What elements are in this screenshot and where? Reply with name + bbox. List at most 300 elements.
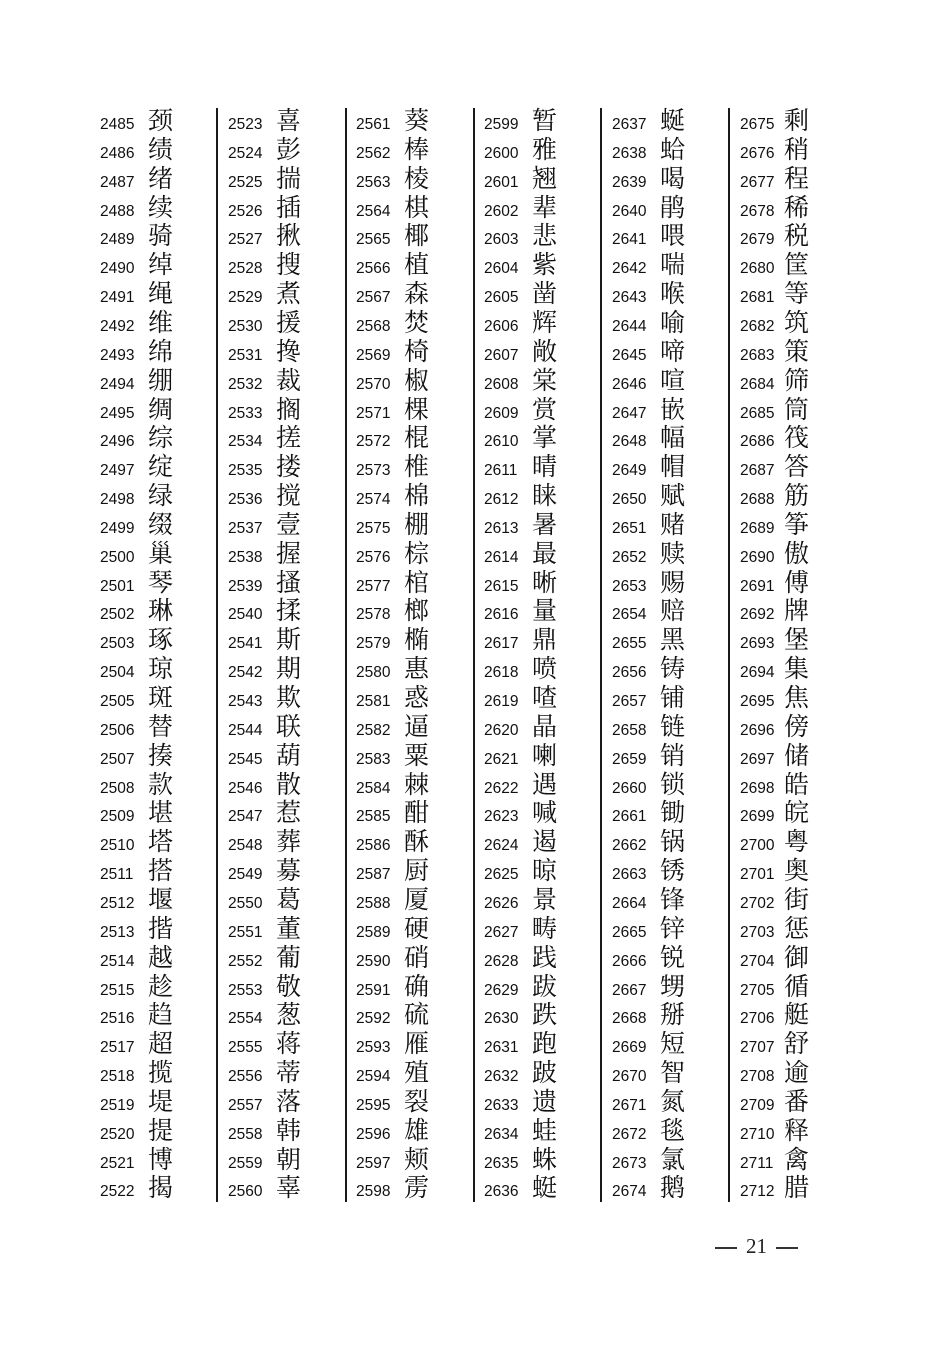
entry-number: 2594 xyxy=(356,1068,391,1086)
entry-number: 2592 xyxy=(356,1010,391,1028)
entry-character: 傍 xyxy=(784,711,810,741)
entry-number: 2601 xyxy=(484,173,519,191)
entry-number: 2683 xyxy=(740,346,775,364)
entry-character: 税 xyxy=(784,221,810,251)
entry-number: 2628 xyxy=(484,952,519,970)
entry-character: 搜 xyxy=(276,250,302,280)
entry-character: 晾 xyxy=(532,856,558,886)
entry-character: 搁 xyxy=(276,394,302,424)
entry-number: 2487 xyxy=(100,173,135,191)
entry-character: 搂 xyxy=(276,452,302,482)
entry-number: 2669 xyxy=(612,1039,647,1057)
entry-character: 棉 xyxy=(404,481,430,511)
entry-character: 琳 xyxy=(148,596,174,626)
entry-character: 棒 xyxy=(404,134,430,164)
entry-character: 联 xyxy=(276,711,302,741)
entry-character: 喊 xyxy=(532,798,558,828)
entry-number: 2701 xyxy=(740,866,775,884)
entry-character: 提 xyxy=(148,1115,174,1145)
entry-character: 傲 xyxy=(784,538,810,568)
entry-character: 喷 xyxy=(532,654,558,684)
column-divider xyxy=(216,108,218,1202)
entry-character: 惠 xyxy=(404,654,430,684)
entry-number: 2492 xyxy=(100,317,135,335)
entry-character: 锋 xyxy=(660,884,686,914)
column-divider xyxy=(600,108,602,1202)
entry-character: 赐 xyxy=(660,567,686,597)
entry-character: 赌 xyxy=(660,509,686,539)
entry-character: 舒 xyxy=(784,1029,810,1059)
entry-number: 2659 xyxy=(612,750,647,768)
entry-number: 2695 xyxy=(740,693,775,710)
entry-character: 粤 xyxy=(784,827,810,857)
entry-character: 棕 xyxy=(404,538,430,568)
entry-number: 2553 xyxy=(228,981,263,999)
entry-character: 椎 xyxy=(404,452,430,482)
entry-character: 皖 xyxy=(784,798,810,828)
entry-character: 遗 xyxy=(532,1086,558,1116)
entry-number: 2627 xyxy=(484,923,519,941)
entry-number: 2580 xyxy=(356,664,391,682)
entry-character: 毯 xyxy=(660,1115,686,1145)
entry-character: 辈 xyxy=(532,192,558,222)
entry-character: 嵌 xyxy=(660,394,686,424)
entry-number: 2668 xyxy=(612,1010,647,1028)
entry-number: 2520 xyxy=(100,1125,135,1143)
entry-character: 蒋 xyxy=(276,1029,302,1059)
entry-number: 2598 xyxy=(356,1183,391,1201)
entry-character: 喳 xyxy=(532,683,558,712)
entry-character: 款 xyxy=(148,769,174,799)
entry-character: 葱 xyxy=(276,1000,302,1030)
entry-number: 2626 xyxy=(484,894,519,912)
entry-number: 2494 xyxy=(100,375,135,393)
entry-number: 2574 xyxy=(356,491,391,509)
entry-number: 2708 xyxy=(740,1068,775,1086)
entry-number: 2516 xyxy=(100,1010,135,1028)
entry-character: 喝 xyxy=(660,163,686,193)
entry-character: 智 xyxy=(660,1058,686,1088)
entry-number: 2501 xyxy=(100,577,135,595)
entry-character: 敬 xyxy=(276,971,302,1001)
entry-character: 惑 xyxy=(404,683,430,712)
entry-character: 跋 xyxy=(532,971,558,1001)
entry-character: 搀 xyxy=(276,336,302,366)
entry-character: 绰 xyxy=(148,250,174,280)
entry-number: 2544 xyxy=(228,721,263,739)
entry-character: 幅 xyxy=(660,423,686,453)
entry-character: 韩 xyxy=(276,1115,302,1145)
column-divider xyxy=(345,108,347,1202)
entry-number: 2489 xyxy=(100,231,135,249)
entry-number: 2687 xyxy=(740,462,775,480)
entry-number: 2654 xyxy=(612,606,647,624)
entry-character: 焚 xyxy=(404,307,430,337)
entry-number: 2629 xyxy=(484,981,519,999)
entry-number: 2561 xyxy=(356,116,391,133)
entry-character: 筋 xyxy=(784,481,810,511)
entry-character: 暂 xyxy=(532,106,558,135)
entry-character: 蜓 xyxy=(532,1173,558,1203)
entry-character: 煮 xyxy=(276,279,302,309)
entry-number: 2529 xyxy=(228,289,263,307)
entry-number: 2493 xyxy=(100,346,135,364)
entry-number: 2518 xyxy=(100,1068,135,1086)
entry-number: 2652 xyxy=(612,548,647,566)
entry-character: 援 xyxy=(276,307,302,337)
entry-character: 缀 xyxy=(148,509,174,539)
entry-character: 落 xyxy=(276,1086,302,1116)
entry-number: 2660 xyxy=(612,779,647,797)
entry-number: 2700 xyxy=(740,837,775,855)
entry-character: 锈 xyxy=(660,856,686,886)
entry-character: 绿 xyxy=(148,481,174,511)
entry-character: 葡 xyxy=(276,942,302,972)
entry-number: 2634 xyxy=(484,1125,519,1143)
entry-number: 2575 xyxy=(356,519,391,537)
entry-number: 2567 xyxy=(356,289,391,307)
entry-character: 跛 xyxy=(532,1058,558,1088)
entry-character: 畴 xyxy=(532,913,558,943)
entry-number: 2600 xyxy=(484,144,519,162)
entry-number: 2509 xyxy=(100,808,135,826)
entry-number: 2612 xyxy=(484,491,519,509)
entry-number: 2697 xyxy=(740,750,775,768)
entry-number: 2616 xyxy=(484,606,519,624)
entry-character: 策 xyxy=(784,336,810,366)
entry-character: 锐 xyxy=(660,942,686,972)
entry-number: 2631 xyxy=(484,1039,519,1057)
entry-character: 棠 xyxy=(532,365,558,395)
entry-character: 揣 xyxy=(276,163,302,193)
entry-number: 2550 xyxy=(228,894,263,912)
entry-number: 2686 xyxy=(740,433,775,451)
entry-character: 筑 xyxy=(784,307,810,337)
entry-character: 喘 xyxy=(660,250,686,280)
entry-character: 艇 xyxy=(784,1000,810,1030)
entry-number: 2603 xyxy=(484,231,519,249)
entry-number: 2599 xyxy=(484,116,519,133)
entry-character: 辜 xyxy=(276,1173,302,1203)
entry-character: 赎 xyxy=(660,538,686,568)
entry-number: 2586 xyxy=(356,837,391,855)
entry-number: 2508 xyxy=(100,779,135,797)
entry-character: 释 xyxy=(784,1115,810,1145)
entry-number: 2670 xyxy=(612,1068,647,1086)
entry-character: 翘 xyxy=(532,163,558,193)
entry-number: 2499 xyxy=(100,519,135,537)
entry-character: 氯 xyxy=(660,1144,686,1174)
entry-character: 超 xyxy=(148,1029,174,1059)
entry-number: 2523 xyxy=(228,116,263,133)
entry-character: 趁 xyxy=(148,971,174,1001)
entry-character: 绵 xyxy=(148,336,174,366)
entry-number: 2647 xyxy=(612,404,647,422)
entry-number: 2581 xyxy=(356,693,391,710)
entry-number: 2620 xyxy=(484,721,519,739)
entry-character: 葛 xyxy=(276,884,302,914)
entry-number: 2568 xyxy=(356,317,391,335)
entry-character: 葫 xyxy=(276,740,302,770)
entry-number: 2674 xyxy=(612,1183,647,1201)
entry-number: 2539 xyxy=(228,577,263,595)
entry-character: 喂 xyxy=(660,221,686,251)
entry-character: 量 xyxy=(532,596,558,626)
entry-character: 椒 xyxy=(404,365,430,395)
entry-number: 2672 xyxy=(612,1125,647,1143)
entry-number: 2563 xyxy=(356,173,391,191)
entry-number: 2684 xyxy=(740,375,775,393)
entry-number: 2610 xyxy=(484,433,519,451)
entry-number: 2649 xyxy=(612,462,647,480)
entry-number: 2545 xyxy=(228,750,263,768)
entry-number: 2651 xyxy=(612,519,647,537)
entry-number: 2519 xyxy=(100,1096,135,1114)
entry-number: 2510 xyxy=(100,837,135,855)
entry-number: 2657 xyxy=(612,693,647,710)
entry-number: 2690 xyxy=(740,548,775,566)
entry-number: 2625 xyxy=(484,866,519,884)
entry-character: 雁 xyxy=(404,1029,430,1059)
entry-number: 2576 xyxy=(356,548,391,566)
entry-character: 葵 xyxy=(404,106,430,135)
entry-number: 2655 xyxy=(612,635,647,653)
entry-character: 逼 xyxy=(404,711,430,741)
entry-character: 斑 xyxy=(148,683,174,712)
entry-character: 确 xyxy=(404,971,430,1001)
entry-number: 2506 xyxy=(100,721,135,739)
entry-number: 2595 xyxy=(356,1096,391,1114)
entry-character: 裂 xyxy=(404,1086,430,1116)
entry-number: 2490 xyxy=(100,260,135,278)
entry-number: 2694 xyxy=(740,664,775,682)
entry-number: 2569 xyxy=(356,346,391,364)
entry-character: 集 xyxy=(784,654,810,684)
entry-character: 绩 xyxy=(148,134,174,164)
entry-character: 搔 xyxy=(276,567,302,597)
entry-number: 2514 xyxy=(100,952,135,970)
entry-character: 揽 xyxy=(148,1058,174,1088)
entry-number: 2711 xyxy=(740,1154,774,1172)
entry-character: 壹 xyxy=(276,509,302,539)
entry-number: 2640 xyxy=(612,202,647,220)
entry-character: 跑 xyxy=(532,1029,558,1059)
entry-character: 期 xyxy=(276,654,302,684)
entry-number: 2641 xyxy=(612,231,647,249)
entry-character: 绳 xyxy=(148,279,174,309)
entry-number: 2491 xyxy=(100,289,135,307)
entry-character: 腊 xyxy=(784,1173,810,1203)
entry-character: 硝 xyxy=(404,942,430,972)
entry-number: 2648 xyxy=(612,433,647,451)
entry-number: 2617 xyxy=(484,635,519,653)
entry-character: 喇 xyxy=(532,740,558,770)
entry-character: 奥 xyxy=(784,856,810,886)
entry-character: 喧 xyxy=(660,365,686,395)
entry-character: 蛤 xyxy=(660,134,686,164)
entry-number: 2604 xyxy=(484,260,519,278)
entry-character: 董 xyxy=(276,913,302,943)
entry-character: 揩 xyxy=(148,913,174,943)
entry-character: 喜 xyxy=(276,106,302,135)
entry-character: 喻 xyxy=(660,307,686,337)
entry-number: 2663 xyxy=(612,866,647,884)
entry-number: 2691 xyxy=(740,577,775,595)
entry-character: 跌 xyxy=(532,1000,558,1030)
entry-character: 短 xyxy=(660,1029,686,1059)
entry-character: 揉 xyxy=(276,596,302,626)
entry-character: 鹅 xyxy=(660,1173,686,1203)
entry-character: 欺 xyxy=(276,683,302,712)
entry-character: 募 xyxy=(276,856,302,886)
entry-number: 2656 xyxy=(612,664,647,682)
entry-number: 2636 xyxy=(484,1183,519,1201)
entry-character: 博 xyxy=(148,1144,174,1174)
entry-number: 2515 xyxy=(100,981,135,999)
entry-character: 辉 xyxy=(532,307,558,337)
entry-character: 越 xyxy=(148,942,174,972)
entry-character: 剩 xyxy=(784,106,810,135)
entry-character: 晶 xyxy=(532,711,558,741)
entry-number: 2644 xyxy=(612,317,647,335)
entry-character: 程 xyxy=(784,163,810,193)
entry-number: 2699 xyxy=(740,808,775,826)
entry-number: 2638 xyxy=(612,144,647,162)
entry-number: 2503 xyxy=(100,635,135,653)
entry-character: 替 xyxy=(148,711,174,741)
entry-character: 紫 xyxy=(532,250,558,280)
entry-character: 琼 xyxy=(148,654,174,684)
entry-character: 晰 xyxy=(532,567,558,597)
entry-number: 2606 xyxy=(484,317,519,335)
entry-character: 绽 xyxy=(148,452,174,482)
entry-number: 2590 xyxy=(356,952,391,970)
entry-character: 暑 xyxy=(532,509,558,539)
entry-number: 2608 xyxy=(484,375,519,393)
entry-number: 2680 xyxy=(740,260,775,278)
entry-character: 葬 xyxy=(276,827,302,857)
entry-character: 森 xyxy=(404,279,430,309)
entry-character: 遏 xyxy=(532,827,558,857)
entry-character: 筛 xyxy=(784,365,810,395)
entry-character: 赔 xyxy=(660,596,686,626)
entry-character: 铸 xyxy=(660,654,686,684)
entry-character: 赏 xyxy=(532,394,558,424)
entry-character: 堤 xyxy=(148,1086,174,1116)
entry-character: 逾 xyxy=(784,1058,810,1088)
entry-character: 彭 xyxy=(276,134,302,164)
entry-character: 禽 xyxy=(784,1144,810,1174)
entry-number: 2526 xyxy=(228,202,263,220)
entry-number: 2534 xyxy=(228,433,263,451)
entry-number: 2571 xyxy=(356,404,391,422)
entry-number: 2682 xyxy=(740,317,775,335)
entry-number: 2551 xyxy=(228,923,263,941)
entry-character: 酣 xyxy=(404,798,430,828)
entry-character: 堰 xyxy=(148,884,174,914)
entry-character: 惹 xyxy=(276,798,302,828)
entry-number: 2661 xyxy=(612,808,647,826)
entry-character: 综 xyxy=(148,423,174,453)
entry-number: 2578 xyxy=(356,606,391,624)
entry-character: 铺 xyxy=(660,683,686,712)
entry-number: 2546 xyxy=(228,779,263,797)
entry-number: 2548 xyxy=(228,837,263,855)
entry-character: 锌 xyxy=(660,913,686,943)
entry-number: 2556 xyxy=(228,1068,263,1086)
entry-number: 2505 xyxy=(100,693,135,710)
entry-number: 2702 xyxy=(740,894,775,912)
entry-number: 2635 xyxy=(484,1154,519,1172)
entry-number: 2579 xyxy=(356,635,391,653)
entry-character: 锄 xyxy=(660,798,686,828)
entry-character: 巢 xyxy=(148,538,174,568)
entry-character: 喉 xyxy=(660,279,686,309)
entry-character: 践 xyxy=(532,942,558,972)
entry-character: 揪 xyxy=(276,221,302,251)
entry-number: 2613 xyxy=(484,519,519,537)
entry-number: 2570 xyxy=(356,375,391,393)
entry-number: 2607 xyxy=(484,346,519,364)
entry-number: 2512 xyxy=(100,894,135,912)
entry-character: 揭 xyxy=(148,1173,174,1203)
entry-number: 2504 xyxy=(100,664,135,682)
entry-number: 2605 xyxy=(484,289,519,307)
entry-number: 2642 xyxy=(612,260,647,278)
entry-number: 2622 xyxy=(484,779,519,797)
entry-number: 2507 xyxy=(100,750,135,768)
entry-character: 甥 xyxy=(660,971,686,1001)
entry-number: 2584 xyxy=(356,779,391,797)
entry-character: 啼 xyxy=(660,336,686,366)
entry-character: 塔 xyxy=(148,827,174,857)
entry-character: 筏 xyxy=(784,423,810,453)
entry-character: 酥 xyxy=(404,827,430,857)
entry-character: 睐 xyxy=(532,481,558,511)
entry-number: 2593 xyxy=(356,1039,391,1057)
entry-character: 棋 xyxy=(404,192,430,222)
entry-character: 搓 xyxy=(276,423,302,453)
entry-character: 掌 xyxy=(532,423,558,453)
entry-character: 颈 xyxy=(148,106,174,135)
entry-number: 2611 xyxy=(484,462,518,480)
entry-character: 御 xyxy=(784,942,810,972)
entry-number: 2609 xyxy=(484,404,519,422)
entry-character: 销 xyxy=(660,740,686,770)
entry-character: 椭 xyxy=(404,625,430,655)
entry-character: 棍 xyxy=(404,423,430,453)
column-divider xyxy=(728,108,730,1202)
entry-number: 2589 xyxy=(356,923,391,941)
entry-number: 2554 xyxy=(228,1010,263,1028)
entry-character: 斯 xyxy=(276,625,302,655)
entry-number: 2486 xyxy=(100,144,135,162)
entry-character: 焦 xyxy=(784,683,810,712)
entry-number: 2521 xyxy=(100,1154,135,1172)
entry-number: 2485 xyxy=(100,116,135,133)
entry-number: 2602 xyxy=(484,202,519,220)
entry-character: 骑 xyxy=(148,221,174,251)
entry-character: 棵 xyxy=(404,394,430,424)
entry-character: 晴 xyxy=(532,452,558,482)
entry-number: 2658 xyxy=(612,721,647,739)
entry-number: 2549 xyxy=(228,866,263,884)
entry-character: 绸 xyxy=(148,394,174,424)
entry-character: 鼎 xyxy=(532,625,558,655)
page-number: 21 xyxy=(746,1234,767,1258)
entry-number: 2621 xyxy=(484,750,519,768)
entry-character: 傅 xyxy=(784,567,810,597)
